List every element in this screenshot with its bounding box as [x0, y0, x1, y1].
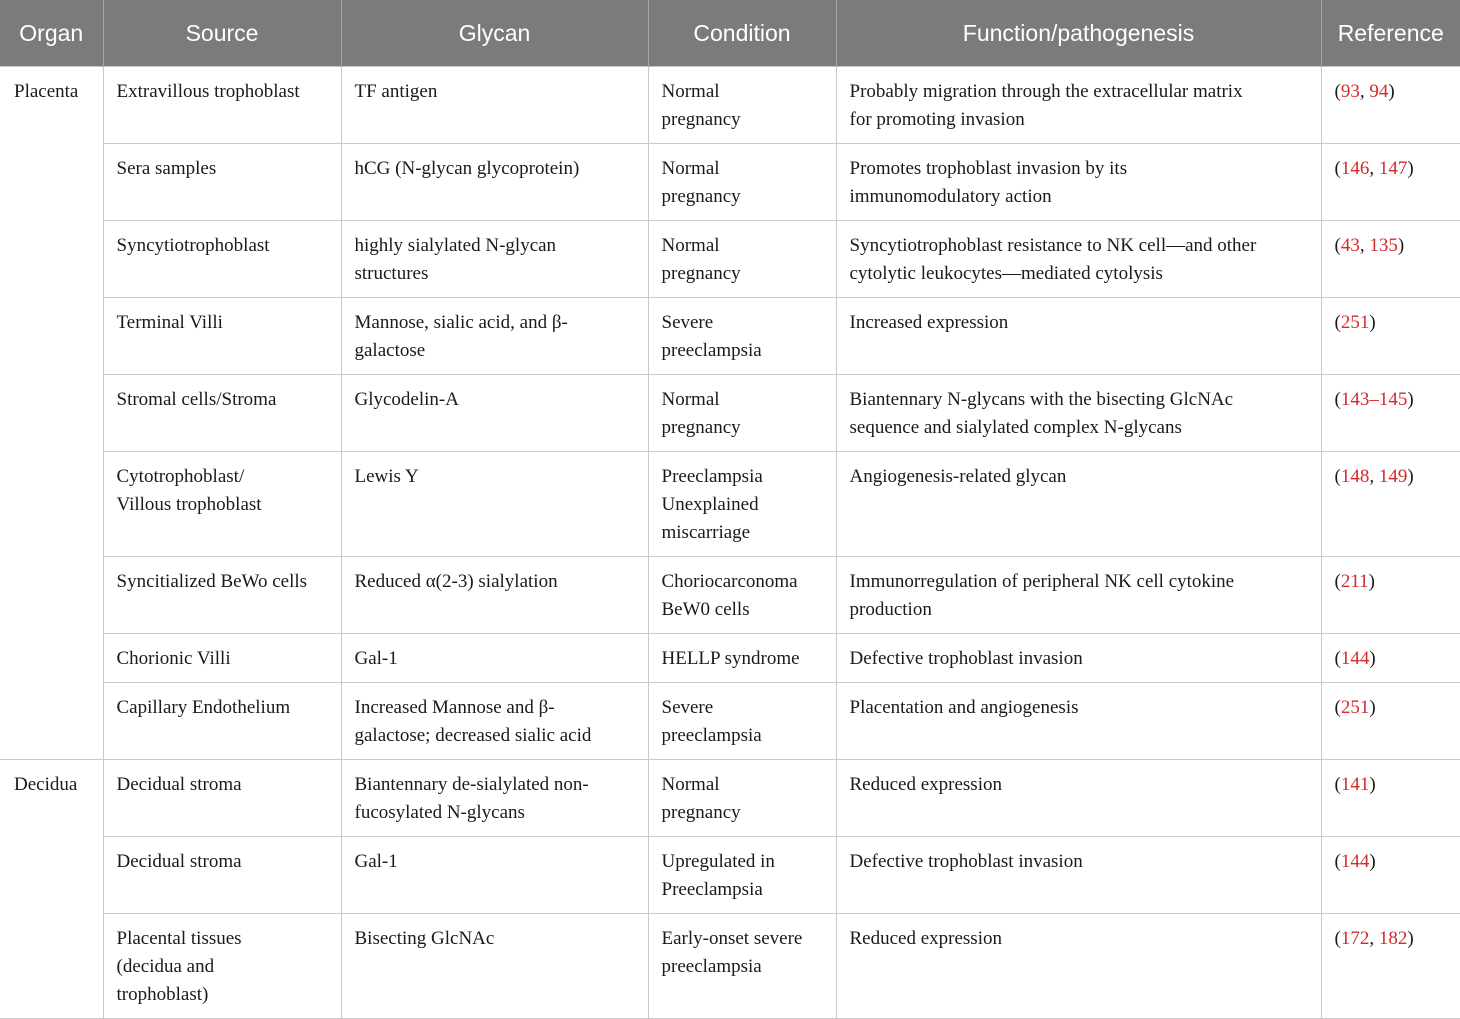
header-glycan: Glycan	[341, 0, 648, 67]
function-cell	[836, 683, 1321, 760]
condition-cell-line: Severe	[661, 697, 714, 718]
condition-cell-line: pregnancy	[661, 417, 741, 438]
glycan-cell	[341, 683, 648, 760]
condition-cell	[648, 837, 836, 914]
glycan-cell-line: Bisecting GlcNAc	[354, 928, 495, 949]
condition-cell-line: BeW0 cells	[661, 599, 750, 620]
header-function: Function/pathogenesis	[836, 0, 1321, 67]
reference-link[interactable]: 143–145	[1340, 389, 1408, 410]
reference-link[interactable]: 147	[1378, 158, 1408, 179]
source-cell-line: Extravillous trophoblast	[116, 81, 300, 102]
table-row	[0, 452, 1460, 557]
condition-cell-line: Choriocarconoma	[661, 571, 798, 592]
table-row	[0, 914, 1460, 1019]
reference-link[interactable]: 141	[1340, 774, 1370, 795]
glycan-cell-line: structures	[354, 263, 429, 284]
condition-cell	[648, 683, 836, 760]
glycan-cell	[341, 298, 648, 375]
glycan-cell	[341, 221, 648, 298]
function-cell-line: for promoting invasion	[849, 109, 1025, 130]
condition-cell-line: Normal	[661, 389, 720, 410]
reference-link[interactable]: 251	[1340, 697, 1370, 718]
condition-cell-line: Unexplained	[661, 494, 759, 515]
reference-cell: (251)	[1321, 683, 1460, 760]
reference-cell: (172, 182)	[1321, 914, 1460, 1019]
glycan-cell	[341, 375, 648, 452]
condition-cell-line: Normal	[661, 774, 720, 795]
reference-link[interactable]: 43	[1340, 235, 1360, 256]
source-cell-line: Terminal Villi	[116, 312, 223, 333]
function-cell	[836, 452, 1321, 557]
reference-cell: (144)	[1321, 634, 1460, 683]
condition-cell-line: HELLP syndrome	[661, 648, 800, 669]
source-cell-line: (decidua and	[116, 956, 215, 977]
glycan-cell	[341, 452, 648, 557]
function-cell-line: immunomodulatory action	[849, 186, 1052, 207]
reference-link[interactable]: 211	[1340, 571, 1369, 592]
source-cell-line: trophoblast)	[116, 984, 209, 1005]
reference-cell: (146, 147)	[1321, 144, 1460, 221]
condition-cell-line: Upregulated in	[661, 851, 775, 872]
condition-cell	[648, 452, 836, 557]
condition-cell	[648, 221, 836, 298]
glycan-cell-line: Gal-1	[354, 648, 398, 669]
glycan-cell-line: galactose	[354, 340, 426, 361]
header-source: Source	[103, 0, 341, 67]
condition-cell	[648, 144, 836, 221]
source-cell-line: Decidual stroma	[116, 851, 242, 872]
table-body	[0, 67, 1460, 1019]
function-cell	[836, 221, 1321, 298]
glycan-cell-line: Biantennary de-sialylated non-	[354, 774, 589, 795]
glycan-cell-line: Mannose, sialic acid, and β-	[354, 312, 568, 333]
header-condition: Condition	[648, 0, 836, 67]
function-cell-line: Immunorregulation of peripheral NK cell cytokine	[849, 571, 1235, 592]
reference-cell: (148, 149)	[1321, 452, 1460, 557]
source-cell	[103, 683, 341, 760]
condition-cell	[648, 634, 836, 683]
function-cell-line: cytolytic leukocytes—mediated cytolysis	[849, 263, 1163, 284]
function-cell-line: Reduced expression	[849, 928, 1002, 949]
glycan-cell-line: TF antigen	[354, 81, 438, 102]
glycan-cell-line: highly sialylated N-glycan	[354, 235, 557, 256]
condition-cell-line: miscarriage	[661, 522, 751, 543]
source-cell-line: Villous trophoblast	[116, 494, 262, 515]
table-row	[0, 683, 1460, 760]
function-cell-line: Reduced expression	[849, 774, 1002, 795]
function-cell	[836, 298, 1321, 375]
reference-link[interactable]: 148	[1340, 466, 1370, 487]
source-cell	[103, 837, 341, 914]
reference-link[interactable]: 144	[1340, 648, 1370, 669]
reference-cell: (144)	[1321, 837, 1460, 914]
glycan-cell-line: Increased Mannose and β-	[354, 697, 555, 718]
condition-cell	[648, 914, 836, 1019]
function-cell-line: Angiogenesis-related glycan	[849, 466, 1067, 487]
function-cell-line: Syncytiotrophoblast resistance to NK cell—and other	[849, 235, 1257, 256]
glycan-cell	[341, 760, 648, 837]
condition-cell-line: pregnancy	[661, 263, 741, 284]
condition-cell	[648, 557, 836, 634]
source-cell	[103, 557, 341, 634]
function-cell	[836, 67, 1321, 144]
condition-cell-line: pregnancy	[661, 186, 741, 207]
table-row	[0, 837, 1460, 914]
condition-cell-line: pregnancy	[661, 109, 741, 130]
glycan-cell	[341, 837, 648, 914]
table-row	[0, 67, 1460, 144]
table-row	[0, 634, 1460, 683]
condition-cell-line: Normal	[661, 235, 720, 256]
reference-link[interactable]: 94	[1369, 81, 1389, 102]
function-cell	[836, 760, 1321, 837]
glycan-cell-line: fucosylated N-glycans	[354, 802, 525, 823]
function-cell-line: Increased expression	[849, 312, 1009, 333]
reference-link[interactable]: 144	[1340, 851, 1370, 872]
source-cell	[103, 760, 341, 837]
table-row	[0, 760, 1460, 837]
source-cell	[103, 375, 341, 452]
reference-cell: (93, 94)	[1321, 67, 1460, 144]
function-cell-line: Promotes trophoblast invasion by its	[849, 158, 1128, 179]
function-cell	[836, 914, 1321, 1019]
source-cell-line: Syncitialized BeWo cells	[116, 571, 308, 592]
table-row	[0, 375, 1460, 452]
source-cell-line: Stromal cells/Stroma	[116, 389, 277, 410]
function-cell	[836, 375, 1321, 452]
glycan-cell	[341, 67, 648, 144]
condition-cell	[648, 375, 836, 452]
reference-link[interactable]: 172	[1340, 928, 1370, 949]
function-cell	[836, 837, 1321, 914]
source-cell	[103, 67, 341, 144]
organ-placenta: Placenta	[0, 67, 103, 760]
source-cell-line: Chorionic Villi	[116, 648, 231, 669]
header-row	[0, 0, 1460, 67]
condition-cell	[648, 760, 836, 837]
header-organ: Organ	[0, 0, 103, 67]
condition-cell-line: Preeclampsia	[661, 879, 763, 900]
header-reference: Reference	[1321, 0, 1460, 67]
reference-cell: (43, 135)	[1321, 221, 1460, 298]
reference-cell: (143–145)	[1321, 375, 1460, 452]
condition-cell-line: Early-onset severe	[661, 928, 803, 949]
function-cell-line: sequence and sialylated complex N-glycans	[849, 417, 1182, 438]
condition-cell-line: pregnancy	[661, 802, 741, 823]
source-cell-line: Sera samples	[116, 158, 217, 179]
condition-cell-line: Normal	[661, 81, 720, 102]
function-cell	[836, 634, 1321, 683]
source-cell-line: Placental tissues	[116, 928, 242, 949]
glycan-cell-line: Reduced α(2-3) sialylation	[354, 571, 558, 592]
reference-link[interactable]: 93	[1340, 81, 1360, 102]
glycan-cell	[341, 914, 648, 1019]
condition-cell	[648, 67, 836, 144]
function-cell-line: Defective trophoblast invasion	[849, 851, 1083, 872]
reference-link[interactable]: 251	[1340, 312, 1370, 333]
glycan-cell-line: Glycodelin-A	[354, 389, 459, 410]
condition-cell-line: Preeclampsia	[661, 466, 763, 487]
source-cell-line: Decidual stroma	[116, 774, 242, 795]
source-cell	[103, 221, 341, 298]
function-cell-line: Probably migration through the extracellular matrix	[849, 81, 1243, 102]
table-row	[0, 298, 1460, 375]
source-cell	[103, 452, 341, 557]
source-cell-line: Syncytiotrophoblast	[116, 235, 270, 256]
function-cell	[836, 557, 1321, 634]
glycan-cell	[341, 634, 648, 683]
condition-cell-line: Severe	[661, 312, 714, 333]
function-cell-line: production	[849, 599, 932, 620]
reference-link[interactable]: 146	[1340, 158, 1370, 179]
condition-cell-line: preeclampsia	[661, 725, 762, 746]
condition-cell-line: preeclampsia	[661, 956, 762, 977]
source-cell	[103, 144, 341, 221]
reference-link[interactable]: 135	[1369, 235, 1398, 256]
glycan-cell-line: galactose; decreased sialic acid	[354, 725, 592, 746]
glycan-cell-line: Gal-1	[354, 851, 398, 872]
table-row	[0, 557, 1460, 634]
function-cell-line: Placentation and angiogenesis	[849, 697, 1079, 718]
source-cell-line: Capillary Endothelium	[116, 697, 291, 718]
source-cell	[103, 634, 341, 683]
reference-link[interactable]: 182	[1378, 928, 1408, 949]
reference-cell: (211)	[1321, 557, 1460, 634]
condition-cell	[648, 298, 836, 375]
table-row	[0, 221, 1460, 298]
reference-cell: (251)	[1321, 298, 1460, 375]
source-cell	[103, 914, 341, 1019]
condition-cell-line: Normal	[661, 158, 720, 179]
glycan-cell	[341, 144, 648, 221]
reference-cell: (141)	[1321, 760, 1460, 837]
glycan-cell-line: hCG (N-glycan glycoprotein)	[354, 158, 580, 179]
function-cell	[836, 144, 1321, 221]
table-row	[0, 144, 1460, 221]
reference-link[interactable]: 149	[1378, 466, 1408, 487]
glycan-cell-line: Lewis Y	[354, 466, 419, 487]
source-cell	[103, 298, 341, 375]
function-cell-line: Biantennary N-glycans with the bisecting GlcNAc	[849, 389, 1234, 410]
function-cell-line: Defective trophoblast invasion	[849, 648, 1083, 669]
source-cell-line: Cytotrophoblast/	[116, 466, 245, 487]
condition-cell-line: preeclampsia	[661, 340, 762, 361]
glycan-cell	[341, 557, 648, 634]
organ-decidua: Decidua	[0, 760, 103, 1019]
